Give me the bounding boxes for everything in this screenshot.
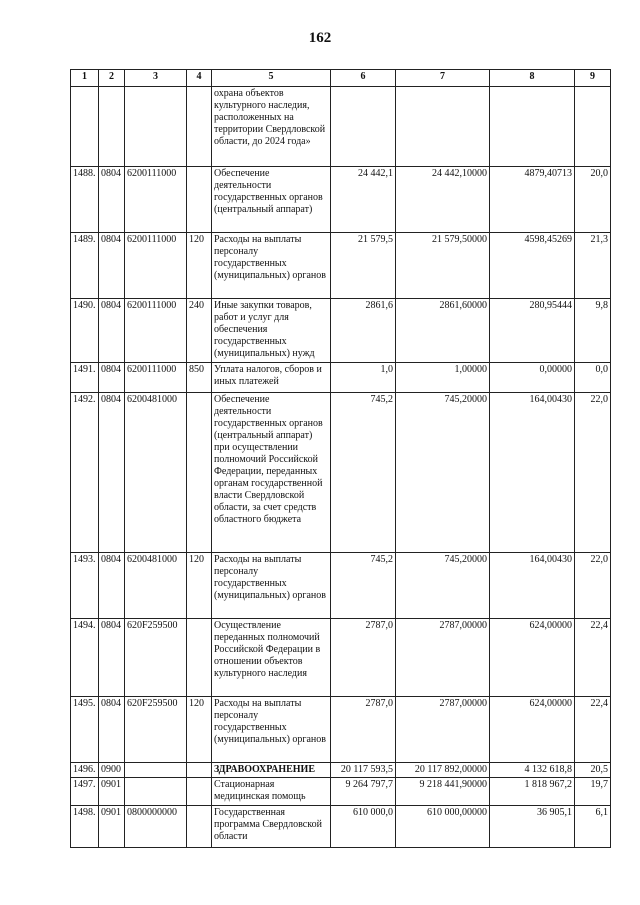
expense-type-code xyxy=(187,619,212,697)
section-code: 0804 xyxy=(99,167,125,233)
executed-amount: 1 818 967,2 xyxy=(490,778,575,806)
plan-amount-precise: 745,20000 xyxy=(396,393,490,553)
item-name: Обеспечение деятельности государственных органов (центральный аппарат) при осуществлении полномочий Российской Федерации, переданных органам государственной власти Свердловской области, за счет средств областного бюджета xyxy=(212,393,331,553)
row-number: 1492. xyxy=(71,393,99,553)
column-header-4: 4 xyxy=(187,70,212,87)
row-number: 1489. xyxy=(71,233,99,299)
table-row xyxy=(71,619,611,697)
table-row xyxy=(71,697,611,763)
execution-percent: 9,8 xyxy=(575,299,611,363)
section-code: 0804 xyxy=(99,233,125,299)
plan-amount-precise: 2861,60000 xyxy=(396,299,490,363)
plan-amount: 2861,6 xyxy=(331,299,396,363)
execution-percent: 22,0 xyxy=(575,553,611,619)
plan-amount: 21 579,5 xyxy=(331,233,396,299)
table-row xyxy=(71,806,611,848)
row-number: 1495. xyxy=(71,697,99,763)
expense-type-code xyxy=(187,778,212,806)
target-code: 620F259500 xyxy=(125,697,187,763)
executed-amount: 36 905,1 xyxy=(490,806,575,848)
expense-type-code xyxy=(187,167,212,233)
budget-table xyxy=(70,69,611,848)
column-header-3: 3 xyxy=(125,70,187,87)
executed-amount: 4879,40713 xyxy=(490,167,575,233)
page-number: 162 xyxy=(308,30,332,46)
plan-amount-precise: 24 442,10000 xyxy=(396,167,490,233)
execution-percent xyxy=(575,87,611,167)
row-number: 1496. xyxy=(71,763,99,778)
plan-amount-precise xyxy=(396,87,490,167)
table-row xyxy=(71,87,611,167)
row-number: 1488. xyxy=(71,167,99,233)
plan-amount: 2787,0 xyxy=(331,619,396,697)
plan-amount: 2787,0 xyxy=(331,697,396,763)
plan-amount-precise: 1,00000 xyxy=(396,363,490,393)
table-row xyxy=(71,233,611,299)
plan-amount: 745,2 xyxy=(331,393,396,553)
expense-type-code: 120 xyxy=(187,697,212,763)
expense-type-code xyxy=(187,393,212,553)
execution-percent: 20,0 xyxy=(575,167,611,233)
plan-amount: 9 264 797,7 xyxy=(331,778,396,806)
section-code: 0901 xyxy=(99,778,125,806)
table-row xyxy=(71,167,611,233)
item-name: Осуществление переданных полномочий Российской Федерации в отношении объектов культурного наследия xyxy=(212,619,331,697)
row-number: 1497. xyxy=(71,778,99,806)
item-name: Государственная программа Свердловской области xyxy=(212,806,331,848)
plan-amount: 24 442,1 xyxy=(331,167,396,233)
plan-amount: 745,2 xyxy=(331,553,396,619)
expense-type-code xyxy=(187,806,212,848)
target-code: 6200481000 xyxy=(125,553,187,619)
target-code xyxy=(125,763,187,778)
target-code xyxy=(125,778,187,806)
executed-amount xyxy=(490,87,575,167)
executed-amount: 280,95444 xyxy=(490,299,575,363)
row-number: 1494. xyxy=(71,619,99,697)
column-header-6: 6 xyxy=(331,70,396,87)
item-name: ЗДРАВООХРАНЕНИЕ xyxy=(212,763,331,778)
expense-type-code: 120 xyxy=(187,233,212,299)
section-code: 0804 xyxy=(99,697,125,763)
plan-amount-precise: 610 000,00000 xyxy=(396,806,490,848)
row-number: 1493. xyxy=(71,553,99,619)
executed-amount: 624,00000 xyxy=(490,619,575,697)
item-name: Расходы на выплаты персоналу государственных (муниципальных) органов xyxy=(212,697,331,763)
executed-amount: 4 132 618,8 xyxy=(490,763,575,778)
section-code xyxy=(99,87,125,167)
item-name: Расходы на выплаты персоналу государственных (муниципальных) органов xyxy=(212,233,331,299)
table-row xyxy=(71,393,611,553)
expense-type-code: 120 xyxy=(187,553,212,619)
column-header-8: 8 xyxy=(490,70,575,87)
execution-percent: 0,0 xyxy=(575,363,611,393)
plan-amount-precise: 21 579,50000 xyxy=(396,233,490,299)
table-row xyxy=(71,778,611,806)
item-name: охрана объектов культурного наследия, расположенных на территории Свердловской области, до 2024 года» xyxy=(212,87,331,167)
executed-amount: 4598,45269 xyxy=(490,233,575,299)
execution-percent: 22,4 xyxy=(575,619,611,697)
table-row xyxy=(71,553,611,619)
column-header-1: 1 xyxy=(71,70,99,87)
executed-amount: 164,00430 xyxy=(490,553,575,619)
plan-amount-precise: 745,20000 xyxy=(396,553,490,619)
plan-amount xyxy=(331,87,396,167)
plan-amount-precise: 20 117 892,00000 xyxy=(396,763,490,778)
section-code: 0900 xyxy=(99,763,125,778)
row-number: 1490. xyxy=(71,299,99,363)
plan-amount: 20 117 593,5 xyxy=(331,763,396,778)
target-code: 6200111000 xyxy=(125,299,187,363)
table-row xyxy=(71,763,611,778)
target-code: 6200481000 xyxy=(125,393,187,553)
expense-type-code xyxy=(187,763,212,778)
executed-amount: 0,00000 xyxy=(490,363,575,393)
plan-amount: 610 000,0 xyxy=(331,806,396,848)
item-name: Расходы на выплаты персоналу государственных (муниципальных) органов xyxy=(212,553,331,619)
expense-type-code xyxy=(187,87,212,167)
section-code: 0804 xyxy=(99,619,125,697)
row-number xyxy=(71,87,99,167)
plan-amount-precise: 2787,00000 xyxy=(396,619,490,697)
row-number: 1498. xyxy=(71,806,99,848)
section-code: 0804 xyxy=(99,393,125,553)
column-header-5: 5 xyxy=(212,70,331,87)
column-header-2: 2 xyxy=(99,70,125,87)
executed-amount: 624,00000 xyxy=(490,697,575,763)
plan-amount-precise: 2787,00000 xyxy=(396,697,490,763)
execution-percent: 22,0 xyxy=(575,393,611,553)
section-code: 0804 xyxy=(99,363,125,393)
expense-type-code: 240 xyxy=(187,299,212,363)
item-name: Стационарная медицинская помощь xyxy=(212,778,331,806)
target-code: 6200111000 xyxy=(125,363,187,393)
executed-amount: 164,00430 xyxy=(490,393,575,553)
table-header-row xyxy=(71,70,611,87)
expense-type-code: 850 xyxy=(187,363,212,393)
section-code: 0804 xyxy=(99,553,125,619)
execution-percent: 6,1 xyxy=(575,806,611,848)
execution-percent: 19,7 xyxy=(575,778,611,806)
column-header-7: 7 xyxy=(396,70,490,87)
target-code: 6200111000 xyxy=(125,167,187,233)
section-code: 0804 xyxy=(99,299,125,363)
target-code: 0800000000 xyxy=(125,806,187,848)
execution-percent: 21,3 xyxy=(575,233,611,299)
row-number: 1491. xyxy=(71,363,99,393)
target-code: 6200111000 xyxy=(125,233,187,299)
target-code xyxy=(125,87,187,167)
plan-amount-precise: 9 218 441,90000 xyxy=(396,778,490,806)
target-code: 620F259500 xyxy=(125,619,187,697)
section-code: 0901 xyxy=(99,806,125,848)
table-row xyxy=(71,299,611,363)
execution-percent: 22,4 xyxy=(575,697,611,763)
plan-amount: 1,0 xyxy=(331,363,396,393)
column-header-9: 9 xyxy=(575,70,611,87)
item-name: Иные закупки товаров, работ и услуг для обеспечения государственных (муниципальных) нужд xyxy=(212,299,331,363)
item-name: Обеспечение деятельности государственных органов (центральный аппарат) xyxy=(212,167,331,233)
item-name: Уплата налогов, сборов и иных платежей xyxy=(212,363,331,393)
execution-percent: 20,5 xyxy=(575,763,611,778)
table-row xyxy=(71,363,611,393)
